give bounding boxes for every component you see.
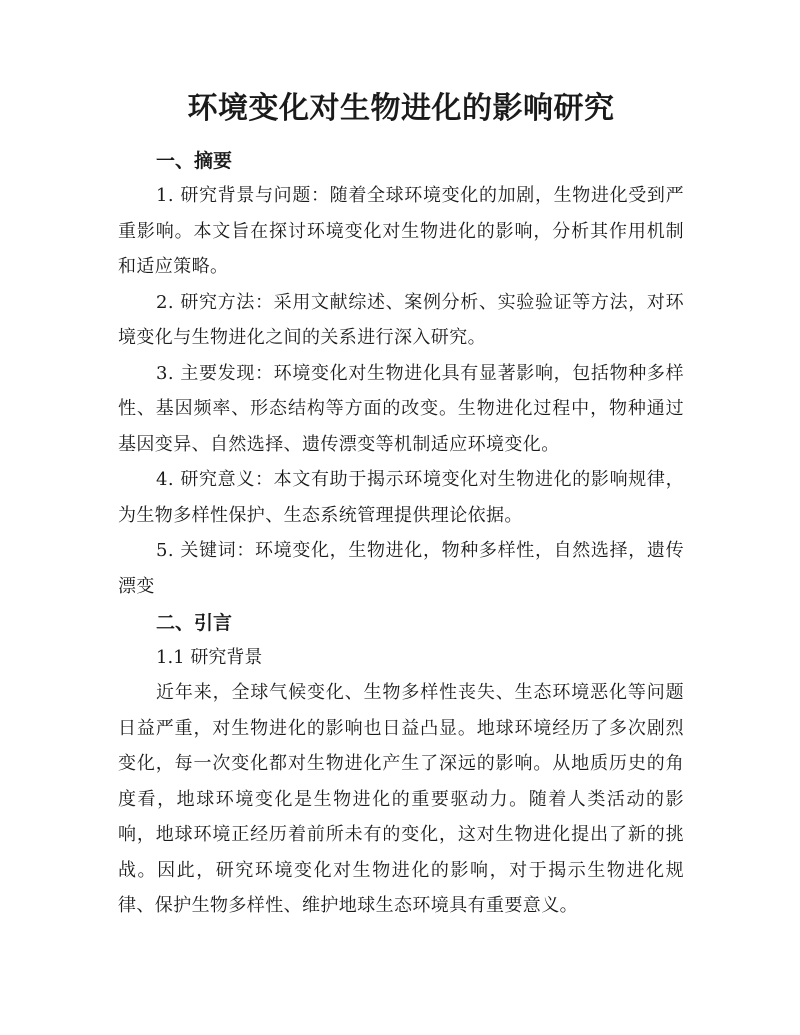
abstract-item-keywords: 5. 关键词：环境变化，生物进化，物种多样性，自然选择，遗传漂变 [118,540,684,597]
abstract-heading: 一、摘要 [156,150,233,172]
abstract-item-significance: 4. 研究意义：本文有助于揭示环境变化对生物进化的影响规律，为生物多样性保护、生态系统管理提供理论依据。 [118,469,684,526]
document-title: 环境变化对生物进化的影响研究 [187,91,615,126]
research-background-paragraph: 近年来，全球气候变化、生物多样性丧失、生态环境恶化等问题日益严重，对生物进化的影响也日益凸显。地球环境经历了多次剧烈变化，每一次变化都对生物进化产生了深远的影响。从地质历史的角度看，地球环境变化是生物进化的重要驱动力。随着人类活动的影响，地球环境正经历着前所未有的变化，这对生物进化提出了新的挑战。因此，研究环境变化对生物进化的影响，对于揭示生物进化规律、保护生物多样性、维护地球生态环境具有重要意义。 [118,682,684,916]
abstract-item-methods: 2. 研究方法：采用文献综述、案例分析、实验验证等方法，对环境变化与生物进化之间的关系进行深入研究。 [118,291,684,348]
abstract-item-findings: 3. 主要发现：环境变化对生物进化具有显著影响，包括物种多样性、基因频率、形态结构等方面的改变。生物进化过程中，物种通过基因变异、自然选择、遗传漂变等机制适应环境变化。 [118,362,684,455]
abstract-section [118,144,684,604]
document-page [118,88,684,924]
introduction-heading: 二、引言 [156,612,233,634]
research-background-subheading: 1.1 研究背景 [156,647,263,668]
introduction-section [118,606,684,924]
abstract-item-background: 1. 研究背景与问题：随着全球环境变化的加剧，生物进化受到严重影响。本文旨在探讨环境变化对生物进化的影响，分析其作用机制和适应策略。 [118,185,684,277]
